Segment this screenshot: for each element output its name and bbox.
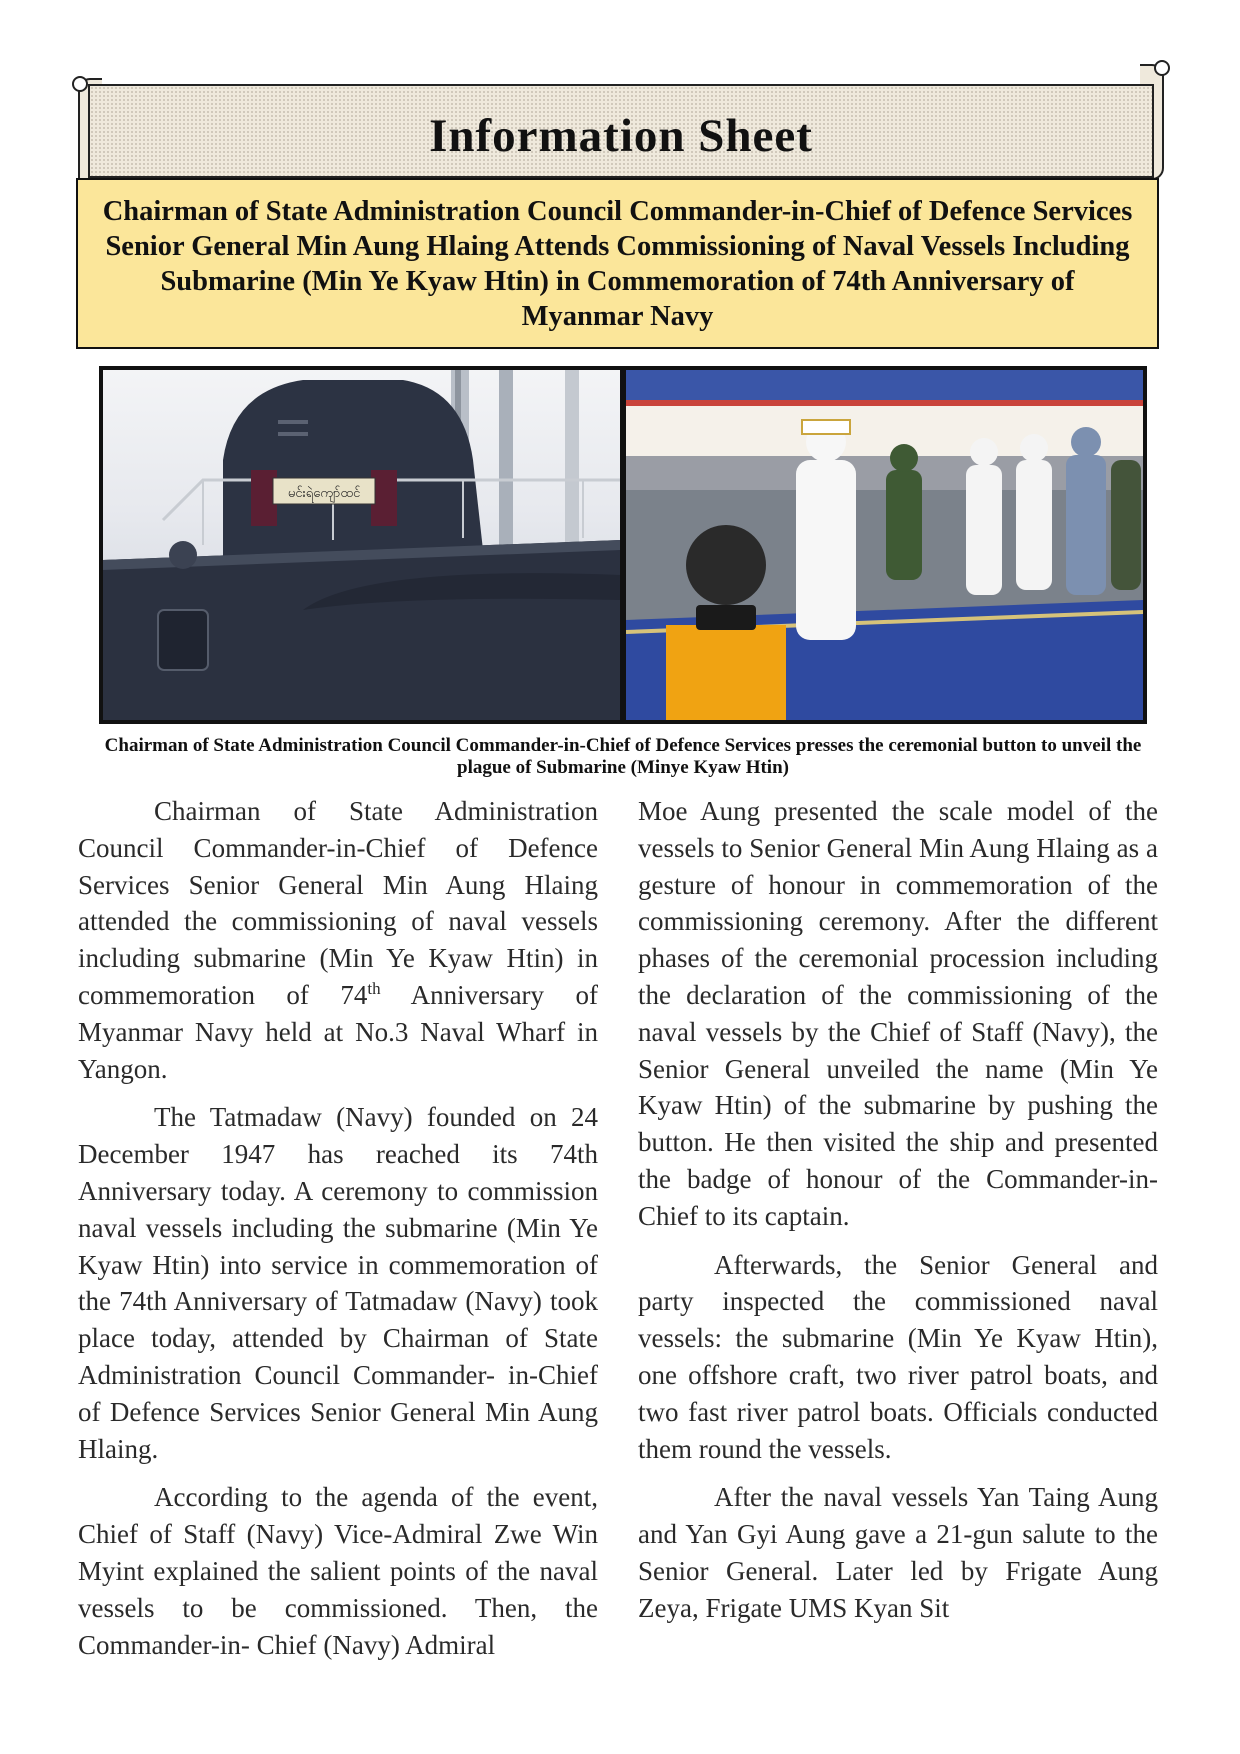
submarine-illustration (103, 370, 620, 720)
headline-text: Chairman of State Administration Council Commander-in-Chief of Defence Services Senior General Min Aung Hlaing Attends Commissioning of Naval Vessels Including Submarine (Min Ye Kyaw Htin) in Commemoration of 74th Anniversary of Myanmar Navy (102, 195, 1133, 332)
paragraph-3: According to the agenda of the event, Chief of Staff (Navy) Vice-Admiral Zwe Win Myint explained the salient points of the naval vessels to be commissioned. Then, the Commander-in- Chief (Navy) Admiral (78, 1482, 598, 1660)
article-column-left (78, 793, 598, 1675)
scroll-body (88, 84, 1154, 178)
paragraph-1-text: Chairman of State Administration Council Commander-in-Chief of Defence Services Senior General Min Aung Hlaing attended the commissioning of naval vessels including submarine (Min Ye Kyaw Htin) in commemoration of 74 (78, 796, 598, 1010)
ceremony-illustration (626, 370, 1143, 720)
scroll-knob-left (72, 76, 88, 92)
plaque-text: မင်းရဲကျော်ထင် (287, 486, 361, 501)
scroll-knob-right (1154, 60, 1170, 76)
paragraph-1 (78, 793, 598, 1087)
article-column-right (638, 793, 1158, 1639)
paragraph-4: Moe Aung presented the scale model of the vessels to Senior General Min Aung Hlaing as a gesture of honour in commemoration of the commissioning ceremony. After the different phases of the ceremonial procession including the declaration of the commissioning of the naval vessels by the Chief of Staff (Navy), the Senior General unveiled the name (Min Ye Kyaw Htin) of the submarine by pushing the button. He then visited the ship and presented the badge of honour of the Commander-in-Chief to its captain. (638, 796, 1158, 1231)
paragraph-6: After the naval vessels Yan Taing Aung and Yan Gyi Aung gave a 21-gun salute to the Senior General. Later led by Frigate Aung Zeya, Frigate UMS Kyan Sit (638, 1482, 1158, 1623)
paragraph-5: Afterwards, the Senior General and party inspected the commissioned naval vessels: the submarine (Min Ye Kyaw Htin), one offshore craft, two river patrol boats, and two fast river patrol boats. Officials conducted them round the vessels. (638, 1249, 1158, 1464)
ceremony-photo (622, 366, 1147, 724)
ordinal-superscript: th (367, 978, 381, 998)
photo-caption: Chairman of State Administration Council Commander-in-Chief of Defence Services presses the ceremonial button to unveil the plague of Submarine (Minye Kyaw Htin) (104, 735, 1142, 778)
page-title: Information Sheet (429, 110, 813, 162)
title-banner (78, 78, 1164, 178)
paragraph-2: The Tatmadaw (Navy) founded on 24 December 1947 has reached its 74th Anniversary today. A ceremony to commission naval vessels including the submarine (Min Ye Kyaw Htin) into service in commemoration of the 74th Anniversary of Tatmadaw (Navy) took place today, attended by Chairman of State Administration Council Commander- in-Chief of Defence Services Senior General Min Aung Hlaing. (78, 1102, 598, 1464)
paragraph-1-text-end: Anniversary of Myanmar Navy held at No.3 Naval Wharf in Yangon. (78, 979, 598, 1084)
submarine-photo (99, 366, 624, 724)
headline-box (76, 178, 1159, 349)
